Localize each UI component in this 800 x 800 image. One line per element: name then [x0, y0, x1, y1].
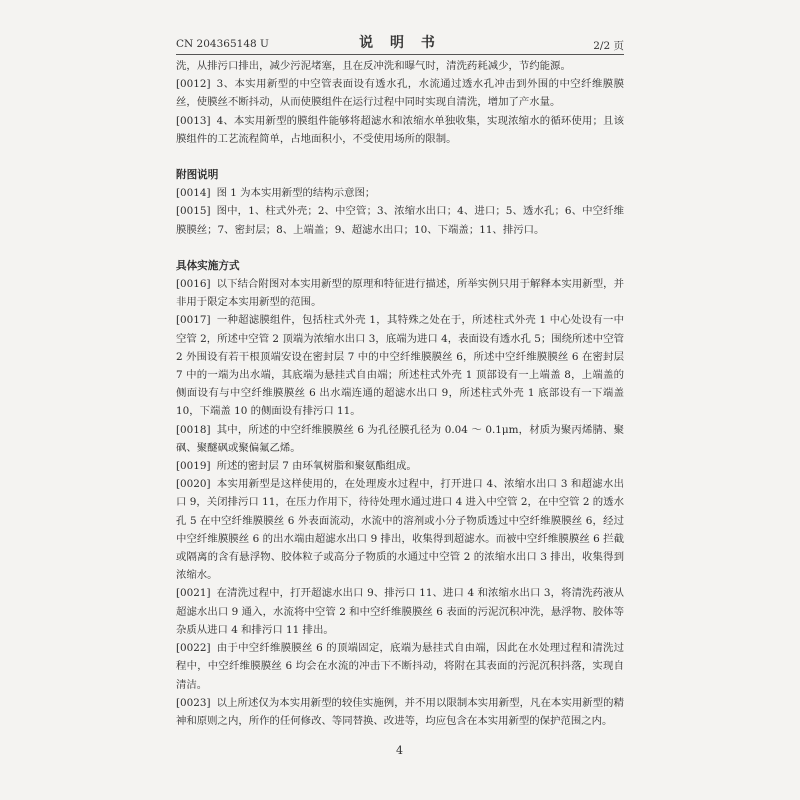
section-heading-embodiment: 具体实施方式 [176, 259, 240, 272]
paragraph-number: [0023] [176, 696, 211, 709]
paragraph-text: 以下结合附图对本实用新型的原理和特征进行描述，所举实例只用于解释本实用新型，并非用于限定本实用新型的范围。 [176, 278, 624, 309]
page-number: 4 [396, 744, 403, 757]
paragraph-text: 图 1 为本实用新型的结构示意图； [216, 187, 376, 200]
paragraph-text: 本实用新型是这样使用的，在处理废水过程中，打开进口 4、浓缩水出口 3 和超滤水出口 9，关闭排污口 11，在压力作用下，待待处理水通过进口 4 进入中空管 2，在中空管 2 的透水孔 5 在中空纤维膜膜丝 6 外表面流动，水流中的溶剂或小分子物质透过中空纤维膜膜丝 6，经过中空纤维膜膜丝 6 的出水端由超滤水出口 9 排出，收集得到超滤水。而被中空纤维膜膜丝 6 拦截或隔离的含有悬浮物、胶体粒子或高分子物质的水通过中空管 2 的浓缩水出口 3 排出，收集得到浓缩水。 [176, 478, 624, 582]
paragraph-number: [0017] [176, 314, 211, 327]
header-divider [176, 54, 624, 55]
intro-line: 洗，从排污口排出，减少污泥堵塞，且在反冲洗和曝气时，清洗药耗减少，节约能源。 [176, 60, 571, 72]
paragraph-text: 3、本实用新型的中空管表面设有透水孔，水流通过透水孔冲击到外围的中空纤维膜膜丝，使膜丝不断抖动，从而使膜组件在运行过程中同时实现自清洗，增加了产水量。 [176, 78, 624, 109]
paragraph-text: 以上所述仅为本实用新型的较佳实施例，并不用以限制本实用新型，凡在本实用新型的精神和原则之内，所作的任何修改、等同替换、改进等，均应包含在本实用新型的保护范围之内。 [176, 696, 624, 727]
paragraph-text: 4、本实用新型的膜组件能够将超滤水和浓缩水单独收集，实现浓缩水的循环使用；且该膜组件的工艺流程简单，占地面积小，不受使用场所的限制。 [176, 114, 624, 145]
paragraph-0016 [176, 275, 624, 311]
paragraph-0023 [176, 694, 624, 730]
patent-number: CN 204365148 U [176, 38, 269, 50]
paragraph-text: 由于中空纤维膜膜丝 6 的顶端固定，底端为悬挂式自由端，因此在水处理过程和清洗过程中，中空纤维膜膜丝 6 均会在水流的冲击下不断抖动，将附在其表面的污泥沉积抖落，实现自清洁。 [176, 642, 624, 691]
paragraph-0020 [176, 475, 624, 584]
paragraph-number: [0013] [176, 114, 211, 127]
document-body [176, 57, 624, 730]
paragraph-0022 [176, 639, 624, 694]
paragraph-number: [0022] [176, 642, 211, 655]
paragraph-text: 所述的密封层 7 由环氧树脂和聚氨酯组成。 [216, 460, 417, 473]
paragraph-0018 [176, 421, 624, 457]
paragraph-number: [0021] [176, 587, 211, 600]
paragraph-0012 [176, 75, 624, 111]
paragraph-number: [0016] [176, 278, 211, 291]
paragraph-number: [0014] [176, 187, 211, 200]
paragraph-0021 [176, 584, 624, 639]
paragraph-number: [0012] [176, 78, 211, 91]
paragraph-number: [0019] [176, 460, 211, 473]
paragraph-0015 [176, 202, 624, 238]
page-title: 说 明 书 [359, 35, 441, 51]
paragraph-text: 其中，所述的中空纤维膜膜丝 6 为孔径膜孔径为 0.04 ～ 0.1μm，材质为聚丙烯腈、聚砜、聚醚砜或聚偏氟乙烯。 [176, 423, 624, 454]
page-indicator: 2/2 页 [593, 40, 624, 52]
paragraph-0019 [176, 457, 624, 475]
paragraph-number: [0018] [176, 423, 211, 436]
paragraph-text: 图中，1、柱式外壳；2、中空管；3、浓缩水出口；4、进口；5、透水孔；6、中空纤维膜膜丝；7、密封层；8、上端盖；9、超滤水出口；10、下端盖；11、排污口。 [176, 205, 624, 236]
page-header [176, 34, 624, 52]
paragraph-text: 一种超滤膜组件，包括柱式外壳 1，其特殊之处在于，所述柱式外壳 1 中心处设有一中空管 2，所述中空管 2 顶端为浓缩水出口 3，底端为进口 4，表面设有透水孔 5；围绕所述中空管 2 外围设有若干根顶端安设在密封层 7 中的中空纤维膜膜丝 6，所述中空纤维膜膜丝 6 在密封层 7 中的一端为出水端，其底端为悬挂式自由端；所述柱式外壳 1 顶部设有一上端盖 8，上端盖的侧面设有与中空纤维膜膜丝 6 出水端连通的超滤水出口 9，所述柱式外壳 1 底部设有一下端盖 10，下端盖 10 的侧面设有排污口 11。 [176, 314, 624, 418]
paragraph-0014 [176, 184, 624, 202]
section-heading-drawings: 附图说明 [176, 169, 219, 182]
paragraph-0017 [176, 311, 624, 420]
paragraph-0013 [176, 112, 624, 148]
paragraph-number: [0015] [176, 205, 211, 218]
paragraph-number: [0020] [176, 478, 211, 491]
paragraph-text: 在清洗过程中，打开超滤水出口 9、排污口 11、进口 4 和浓缩水出口 3，将清洗药液从超滤水出口 9 通入，水流将中空管 2 和中空纤维膜膜丝 6 表面的污泥沉积冲洗，悬浮物、胶体等杂质从进口 4 和排污口 11 排出。 [176, 587, 624, 636]
